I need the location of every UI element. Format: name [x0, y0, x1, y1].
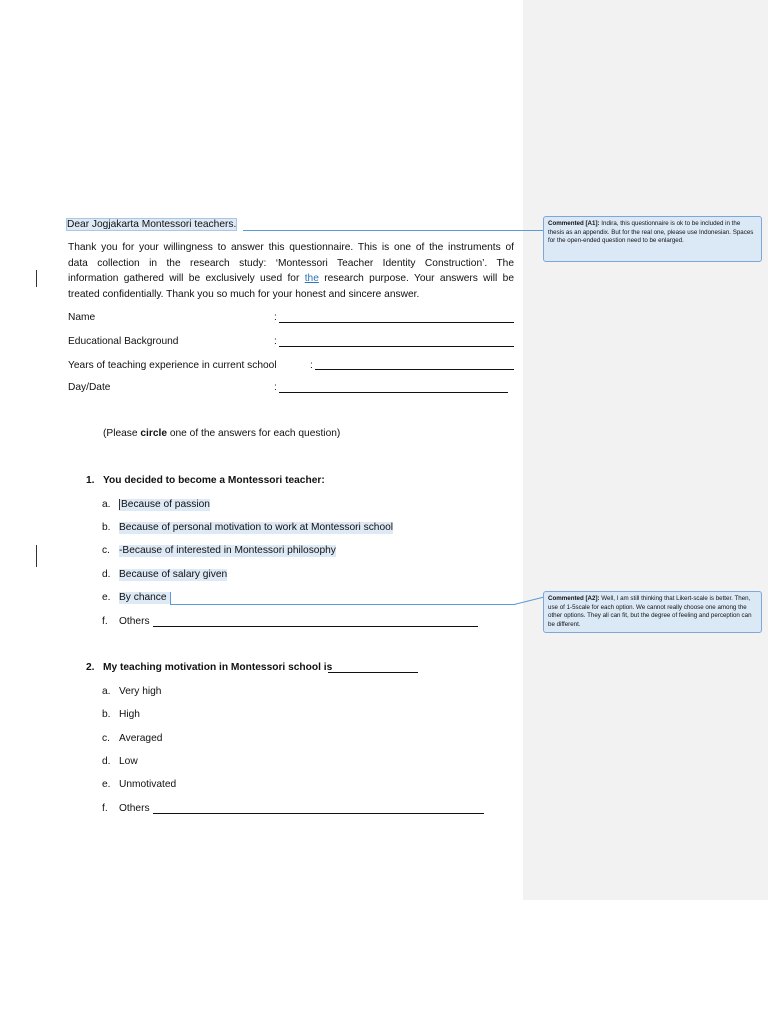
- option[interactable]: Others: [119, 803, 150, 814]
- option-letter: b.: [102, 522, 111, 533]
- option[interactable]: Because of salary given: [119, 569, 228, 580]
- option[interactable]: By chance: [119, 592, 171, 604]
- option-letter: d.: [102, 569, 111, 580]
- option-letter: f.: [102, 616, 108, 627]
- experience-blank[interactable]: [315, 369, 514, 370]
- field-label: Name: [68, 312, 96, 323]
- question-number: 1.: [86, 475, 95, 486]
- option-letter: d.: [102, 756, 111, 767]
- question-text: My teaching motivation in Montessori school is: [103, 662, 333, 673]
- option-letter: b.: [102, 709, 111, 720]
- education-blank[interactable]: [279, 346, 514, 347]
- question-number: 2.: [86, 662, 95, 673]
- option-letter: a.: [102, 499, 111, 510]
- name-blank[interactable]: [279, 322, 514, 323]
- option[interactable]: Very high: [119, 686, 162, 697]
- option[interactable]: Others: [119, 616, 150, 627]
- comment-connector: [243, 230, 545, 231]
- option-letter: c.: [102, 545, 110, 556]
- option-letter: e.: [102, 592, 111, 603]
- option-letter: a.: [102, 686, 111, 697]
- option[interactable]: Because of personal motivation to work at Montessori school: [119, 522, 394, 533]
- field-colon: :: [274, 336, 277, 347]
- comment-connector: [170, 604, 515, 605]
- motivation-blank[interactable]: [328, 672, 418, 673]
- option[interactable]: -Because of interested in Montessori philosophy: [119, 545, 336, 556]
- option-letter: e.: [102, 779, 111, 790]
- field-label: Educational Background: [68, 336, 179, 347]
- field-colon: :: [310, 360, 313, 371]
- option-letter: c.: [102, 733, 110, 744]
- others-blank[interactable]: [153, 626, 478, 627]
- option-letter: f.: [102, 803, 108, 814]
- field-label: Years of teaching experience in current school: [68, 360, 277, 371]
- option[interactable]: Averaged: [119, 733, 163, 744]
- comment-pane: [523, 0, 768, 900]
- option[interactable]: Low: [119, 756, 138, 767]
- change-bar: [36, 545, 37, 567]
- question-text: You decided to become a Montessori teacher:: [103, 475, 325, 486]
- option[interactable]: High: [119, 709, 140, 720]
- others-blank[interactable]: [153, 813, 484, 814]
- greeting: Dear Jogjakarta Montessori teachers.: [67, 219, 237, 230]
- field-label: Day/Date: [68, 382, 111, 393]
- instruction: (Please circle one of the answers for each question): [103, 428, 341, 439]
- option[interactable]: Because of passion: [121, 499, 210, 510]
- field-colon: :: [274, 312, 277, 323]
- intro-paragraph: Thank you for your willingness to answer this questionnaire. This is one of the instruments of data collection in the research study: ‘Montessori Teacher Identity Construction’. The information gathered will be exclusively used for the research purpose. Your answers will be treated confidentially. Thank you so much for your honest and sincere answer.: [68, 242, 514, 300]
- tracked-insertion: the: [304, 273, 319, 284]
- option[interactable]: Unmotivated: [119, 779, 177, 790]
- date-blank[interactable]: [279, 392, 508, 393]
- comment-balloon[interactable]: Commented [A2]: Well, I am still thinking that Likert-scale is better. Then, use of 1-5scale for each option. We cannot really choose one among the other options. They all can fit, but the degree of feeling and perception can be different.: [543, 591, 762, 633]
- change-bar: [36, 270, 37, 287]
- comment-balloon[interactable]: Commented [A1]: Indira, this questionnaire is ok to be included in the thesis as an appendix. But for the real one, please use Indonesian. Spaces for the open-ended question need to be enlarged.: [543, 216, 762, 262]
- field-colon: :: [274, 382, 277, 393]
